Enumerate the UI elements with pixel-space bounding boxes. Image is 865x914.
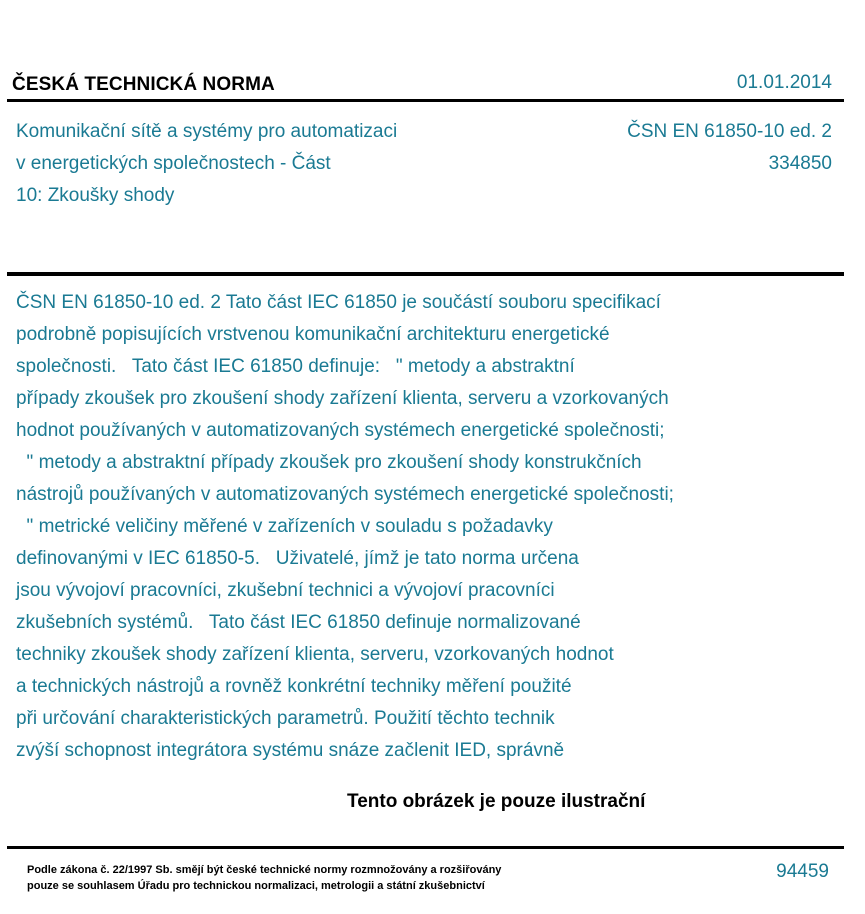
document-title	[16, 116, 486, 212]
header-divider	[7, 99, 844, 102]
abstract-line: případy zkoušek pro zkoušení shody zařízení klienta, serveru a vzorkovaných	[16, 388, 669, 409]
abstract-line: techniky zkoušek shody zařízení klienta, serveru, vzorkovaných hodnot	[16, 644, 614, 665]
document-number: 94459	[776, 861, 829, 882]
legal-notice-line: pouze se souhlasem Úřadu pro technickou normalizaci, metrologii a státní zkušebnictví	[27, 880, 485, 892]
abstract-line: " metrické veličiny měřené v zařízeních v souladu s požadavky	[16, 516, 553, 537]
abstract-line: jsou vývojoví pracovníci, zkušební technici a vývojoví pracovníci	[16, 580, 555, 601]
abstract-line: zvýší schopnost integrátora systému snáze začlenit IED, správně	[16, 740, 565, 761]
abstract-line: hodnot používaných v automatizovaných systémech energetické společnosti;	[16, 420, 665, 441]
footer-divider	[7, 846, 844, 849]
title-divider	[7, 272, 844, 276]
abstract-line: ČSN EN 61850-10 ed. 2 Tato část IEC 61850 je součástí souboru specifikací	[16, 292, 661, 313]
document-title-line: v energetických společnostech - Část	[16, 153, 331, 174]
abstract-line: definovanými v IEC 61850-5. Uživatelé, jímž je tato norma určena	[16, 548, 579, 569]
abstract-line: podrobně popisujících vrstvenou komunikační architekturu energetické	[16, 324, 610, 345]
class-number: 334850	[768, 153, 832, 174]
legal-notice-line: Podle zákona č. 22/1997 Sb. smějí být české technické normy rozmnožovány a rozšiřovány	[27, 864, 502, 876]
publication-date: 01.01.2014	[736, 72, 832, 93]
abstract-line: společnosti. Tato část IEC 61850 definuje: " metody a abstraktní	[16, 356, 575, 377]
illustrative-notice: Tento obrázek je pouze ilustrační	[347, 791, 646, 812]
abstract-line: při určování charakteristických parametrů. Použití těchto technik	[16, 708, 555, 729]
abstract-line: a technických nástrojů a rovněž konkrétní techniky měření použité	[16, 676, 572, 697]
standard-identifiers	[627, 116, 832, 180]
abstract-line: zkušebních systémů. Tato část IEC 61850 definuje normalizované	[16, 612, 581, 633]
document-title-line: 10: Zkoušky shody	[16, 185, 175, 206]
abstract-line: " metody a abstraktní případy zkoušek pro zkoušení shody konstrukčních	[16, 452, 642, 473]
standard-code: ČSN EN 61850-10 ed. 2	[627, 121, 832, 142]
document-title-line: Komunikační sítě a systémy pro automatizaci	[16, 121, 398, 142]
legal-notice	[27, 862, 501, 894]
abstract-line: nástrojů používaných v automatizovaných systémech energetické společnosti;	[16, 484, 674, 505]
standard-type-heading: ČESKÁ TECHNICKÁ NORMA	[12, 74, 275, 95]
abstract-text	[16, 287, 836, 767]
